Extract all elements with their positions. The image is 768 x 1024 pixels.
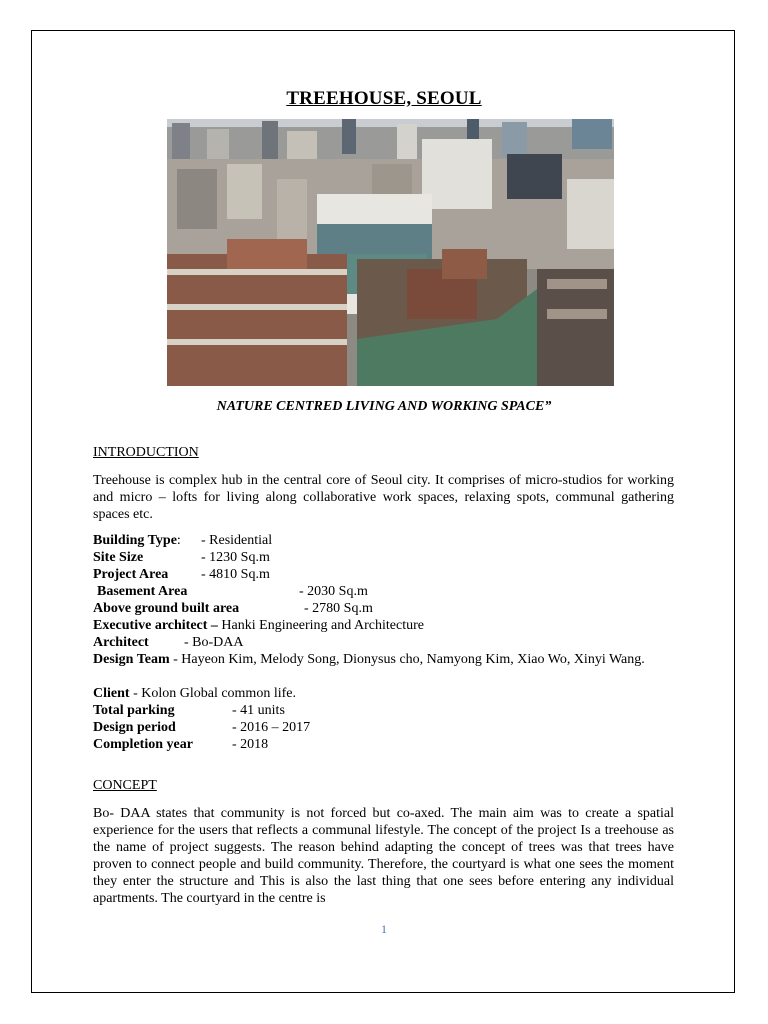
- spec-label: Total parking: [93, 703, 175, 718]
- spec-value: - 2780 Sq.m: [304, 601, 373, 616]
- spec-label: Project Area: [93, 567, 169, 582]
- spec-separator: :: [176, 533, 181, 548]
- concept-text: Bo- DAA states that community is not forced but co-axed. The main aim was to create a spatial experience for the users that reflects a communal lifestyle. The concept of the project Is a treehouse as the name of project suggests. The reason behind adapting the concept of trees was that trees have proven to connect people and build community. Therefore, the courtyard is what one sees the moment they enter the structure and This is also the last thing that one sees before entering any individual apartments. The courtyard in the centre is: [93, 806, 674, 906]
- spec-label: Site Size: [93, 550, 144, 565]
- spec-label: Building Type: [93, 533, 177, 548]
- spec-total-parking: [93, 702, 674, 719]
- spec-label: Client: [93, 686, 130, 701]
- introduction-text: Treehouse is complex hub in the central core of Seoul city. It comprises of micro-studios for working and micro – lofts for living along collaborative work spaces, relaxing spots, communal gathering spaces etc.: [93, 473, 674, 522]
- spec-label: Executive architect –: [93, 618, 218, 633]
- document-title: TREEHOUSE, SEOUL: [286, 88, 482, 109]
- project-specs: [93, 532, 674, 753]
- spec-value: - 4810 Sq.m: [201, 567, 270, 582]
- page-number: 1: [381, 922, 387, 936]
- spec-value: - Hayeon Kim, Melody Song, Dionysus cho, Namyong Kim, Xiao Wo, Xinyi Wang.: [173, 652, 645, 667]
- spec-label: Design Team: [93, 652, 170, 667]
- introduction-heading: INTRODUCTION: [93, 445, 199, 460]
- concept-heading: CONCEPT: [93, 778, 157, 793]
- spec-value: - 41 units: [232, 703, 285, 718]
- spec-value: - Residential: [201, 533, 273, 548]
- spec-label: Basement Area: [97, 584, 188, 599]
- spec-client: [93, 685, 674, 702]
- spec-above-ground: [93, 600, 674, 617]
- spec-value: - 2016 – 2017: [232, 720, 311, 735]
- spec-executive-architect: [93, 617, 674, 634]
- spec-architect: [93, 634, 674, 651]
- spec-value: - 2018: [232, 737, 269, 752]
- spec-label: Completion year: [93, 737, 193, 752]
- city-aerial-photo: [167, 119, 614, 386]
- photo-illustration: [167, 119, 614, 386]
- spec-value: - 2030 Sq.m: [299, 584, 368, 599]
- spec-project-area: [93, 566, 674, 583]
- spec-value: - Bo-DAA: [184, 635, 244, 650]
- spec-basement-area: [93, 583, 674, 600]
- spec-design-period: [93, 719, 674, 736]
- spec-label: Above ground built area: [93, 601, 240, 616]
- spec-design-team: [93, 651, 674, 685]
- spec-value: Hanki Engineering and Architecture: [221, 618, 424, 633]
- spec-value: - Kolon Global common life.: [133, 686, 296, 701]
- spec-site-size: [93, 549, 674, 566]
- spec-value: - 1230 Sq.m: [201, 550, 270, 565]
- spec-building-type: [93, 532, 674, 549]
- spec-completion-year: [93, 736, 674, 753]
- spec-label: Architect: [93, 635, 149, 650]
- document-subtitle: NATURE CENTRED LIVING AND WORKING SPACE”: [216, 399, 552, 414]
- spec-label: Design period: [93, 720, 176, 735]
